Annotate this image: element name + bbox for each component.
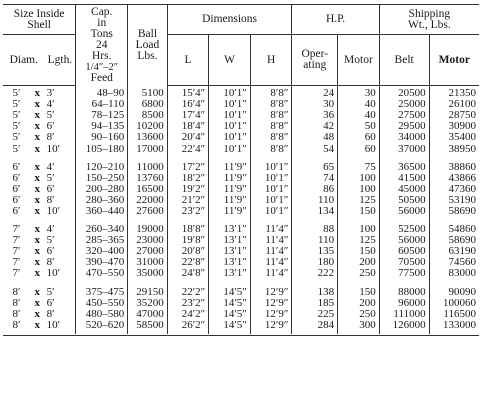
dim-h-cell: 10′1″	[250, 206, 292, 217]
capacity-cell: 94–135	[76, 121, 128, 132]
ship-belt-cell: 45000	[379, 184, 429, 195]
operating-hp-cell: 30	[292, 99, 338, 110]
ball-load-cell: 10200	[128, 121, 167, 132]
motor-hp-cell: 150	[338, 287, 380, 298]
ship-motor-cell: 28750	[429, 110, 479, 121]
capacity-header-line: Cap.	[91, 5, 113, 18]
ball-load-cell: 13760	[128, 173, 167, 184]
length-cell: 10′	[46, 267, 60, 280]
dim-w-cell: 10′1″	[209, 132, 251, 143]
dim-w-cell: 14′5″	[209, 287, 251, 298]
capacity-cell: 375–475	[76, 287, 128, 298]
motor-hp-cell: 50	[338, 121, 380, 132]
times-cell: x	[34, 109, 41, 122]
motor-hp-cell: 250	[338, 268, 380, 279]
ship-motor-cell: 116500	[429, 309, 479, 320]
ship-motor-cell: 38950	[429, 143, 479, 154]
times-cell: x	[34, 182, 41, 195]
table-row	[3, 86, 479, 100]
times-cell: x	[34, 285, 41, 298]
length-cell: 10′	[46, 142, 60, 155]
ship-motor-header: Motor	[429, 35, 479, 86]
length-cell: 5′	[46, 171, 55, 184]
dim-l-cell: 15′4″	[167, 86, 209, 100]
capacity-cell: 90–160	[76, 132, 128, 143]
dim-w-cell: 11′9″	[209, 162, 251, 173]
motor-hp-cell: 200	[338, 257, 380, 268]
capacity-cell: 105–180	[76, 143, 128, 154]
hp-header: H.P.	[292, 5, 379, 35]
ship-motor-cell: 35400	[429, 132, 479, 143]
dim-w-cell: 11′9″	[209, 206, 251, 217]
ship-belt-cell: 34000	[379, 132, 429, 143]
ship-motor-cell: 47360	[429, 184, 479, 195]
dim-h-cell: 8′8″	[250, 99, 292, 110]
ship-motor-cell: 90090	[429, 287, 479, 298]
ball-load-cell: 16500	[128, 184, 167, 195]
operating-hp-cell: 65	[292, 162, 338, 173]
diameter-cell: 6′	[12, 204, 21, 217]
dim-l-cell: 23′2″	[167, 206, 209, 217]
length-cell: 6′	[46, 296, 55, 309]
capacity-cell: 48–90	[76, 86, 128, 100]
length-header: Lgth.	[45, 35, 76, 86]
dim-h-cell: 8′8″	[250, 86, 292, 100]
motor-hp-cell: 250	[338, 309, 380, 320]
ball-mill-spec-table	[3, 4, 479, 334]
dim-h-cell: 8′8″	[250, 121, 292, 132]
motor-hp-cell: 125	[338, 235, 380, 246]
dim-h-cell: 10′1″	[250, 173, 292, 184]
diameter-cell: 5′	[12, 109, 21, 122]
dim-h-cell: 11′4″	[250, 268, 292, 279]
capacity-header-line: Hrs.	[91, 49, 112, 62]
ball-load-cell: 23000	[128, 235, 167, 246]
motor-hp-cell: 300	[338, 320, 380, 334]
dim-l-cell: 18′2″	[167, 173, 209, 184]
length-cell: 4′	[46, 98, 55, 111]
operating-hp-cell: 110	[292, 195, 338, 206]
capacity-cell: 120–210	[76, 162, 128, 173]
diameter-cell: 8′	[12, 285, 21, 298]
diameter-cell: 6′	[12, 193, 21, 206]
dim-l-cell: 26′2″	[167, 320, 209, 334]
operating-hp-header	[292, 35, 338, 86]
ship-motor-cell: 83000	[429, 268, 479, 279]
times-cell: x	[34, 234, 41, 247]
ball-load-cell: 13600	[128, 132, 167, 143]
capacity-cell: 320–400	[76, 246, 128, 257]
motor-hp-cell: 60	[338, 132, 380, 143]
capacity-cell: 520–620	[76, 320, 128, 334]
times-cell: x	[34, 267, 41, 280]
ball-load-cell: 17000	[128, 143, 167, 154]
ball-load-cell: 6800	[128, 99, 167, 110]
ship-belt-cell: 41500	[379, 173, 429, 184]
capacity-cell: 360–440	[76, 206, 128, 217]
dim-w-cell: 10′1″	[209, 121, 251, 132]
capacity-header-line: 1/4″–2″	[85, 61, 119, 73]
ship-belt-cell: 52500	[379, 224, 429, 235]
times-cell: x	[34, 307, 41, 320]
dim-l-cell: 22′4″	[167, 143, 209, 154]
length-cell: 6′	[46, 182, 55, 195]
dim-l-cell: 17′4″	[167, 110, 209, 121]
times-cell: x	[34, 171, 41, 184]
dim-w-cell: 11′9″	[209, 184, 251, 195]
diameter-cell: 6′	[12, 160, 21, 173]
shipping-header-line: Shipping	[408, 7, 451, 20]
length-cell: 10′	[46, 204, 60, 217]
dim-h-cell: 11′4″	[250, 246, 292, 257]
ball-load-cell: 35200	[128, 298, 167, 309]
dim-l-cell: 19′2″	[167, 184, 209, 195]
dim-w-cell: 10′1″	[209, 143, 251, 154]
dim-l-cell: 21′2″	[167, 195, 209, 206]
table-row	[3, 143, 479, 154]
operating-hp-cell: 135	[292, 246, 338, 257]
length-cell: 8′	[46, 307, 55, 320]
ship-motor-cell: 100060	[429, 298, 479, 309]
capacity-cell: 150–250	[76, 173, 128, 184]
ball-load-header	[128, 5, 167, 86]
ball-load-cell: 58500	[128, 320, 167, 334]
capacity-header	[76, 5, 128, 86]
length-cell: 10′	[46, 318, 60, 331]
ship-motor-cell: 58690	[429, 235, 479, 246]
operating-header-line: ating	[303, 59, 327, 71]
ship-motor-cell: 38860	[429, 162, 479, 173]
motor-hp-cell: 125	[338, 195, 380, 206]
dim-l-cell: 22′2″	[167, 287, 209, 298]
capacity-cell: 390–470	[76, 257, 128, 268]
operating-hp-cell: 180	[292, 257, 338, 268]
dim-h-cell: 8′8″	[250, 132, 292, 143]
ship-belt-cell: 96000	[379, 298, 429, 309]
length-cell: 5′	[46, 285, 55, 298]
times-cell: x	[34, 204, 41, 217]
dim-h-cell: 11′4″	[250, 257, 292, 268]
dim-w-cell: 11′9″	[209, 195, 251, 206]
times-cell: x	[34, 318, 41, 331]
capacity-cell: 285–365	[76, 235, 128, 246]
times-cell: x	[34, 142, 41, 155]
table-row	[3, 162, 479, 173]
ball-load-cell: 8500	[128, 110, 167, 121]
ship-belt-cell: 111000	[379, 309, 429, 320]
ship-belt-cell: 56000	[379, 206, 429, 217]
ball-load-header-line: Ball	[137, 27, 158, 40]
ball-load-header-line: Load	[135, 38, 160, 51]
ship-motor-cell: 53190	[429, 195, 479, 206]
dim-w-header: W	[209, 35, 251, 86]
dim-l-cell: 18′8″	[167, 224, 209, 235]
motor-hp-cell: 100	[338, 173, 380, 184]
dim-h-cell: 11′4″	[250, 224, 292, 235]
operating-hp-cell: 110	[292, 235, 338, 246]
ball-load-cell: 5100	[128, 86, 167, 100]
ship-belt-cell: 50500	[379, 195, 429, 206]
table-row	[3, 268, 479, 279]
operating-hp-cell: 42	[292, 121, 338, 132]
ball-load-cell: 31000	[128, 257, 167, 268]
dimensions-header: Dimensions	[167, 5, 292, 35]
ship-motor-cell: 63190	[429, 246, 479, 257]
operating-hp-cell: 24	[292, 86, 338, 100]
ship-belt-cell: 77500	[379, 268, 429, 279]
dim-w-cell: 13′1″	[209, 257, 251, 268]
capacity-header-line: 24	[95, 38, 108, 51]
capacity-header-line: Tons	[90, 27, 113, 40]
diameter-cell: 5′	[12, 142, 21, 155]
dim-l-header: L	[167, 35, 209, 86]
dim-w-cell: 10′1″	[209, 99, 251, 110]
diameter-cell: 6′	[12, 171, 21, 184]
capacity-cell: 78–125	[76, 110, 128, 121]
capacity-header-line: in	[97, 16, 107, 29]
motor-hp-header: Motor	[338, 35, 380, 86]
length-cell: 6′	[46, 120, 55, 133]
ship-motor-cell: 58690	[429, 206, 479, 217]
ball-load-cell: 27000	[128, 246, 167, 257]
capacity-cell: 64–110	[76, 99, 128, 110]
table-row	[3, 287, 479, 298]
dim-h-cell: 10′1″	[250, 184, 292, 195]
dim-w-cell: 13′1″	[209, 268, 251, 279]
times-cell: x	[34, 256, 41, 269]
capacity-cell: 450–550	[76, 298, 128, 309]
ship-belt-cell: 70500	[379, 257, 429, 268]
table-body	[3, 86, 479, 334]
ship-belt-cell: 88000	[379, 287, 429, 298]
dim-w-cell: 14′5″	[209, 298, 251, 309]
length-cell: 3′	[46, 87, 55, 100]
dim-w-cell: 11′9″	[209, 173, 251, 184]
ball-load-cell: 22000	[128, 195, 167, 206]
ship-belt-cell: 56000	[379, 235, 429, 246]
motor-hp-cell: 150	[338, 206, 380, 217]
times-cell: x	[34, 120, 41, 133]
diameter-cell: 5′	[12, 131, 21, 144]
capacity-cell: 470–550	[76, 268, 128, 279]
ship-belt-cell: 36500	[379, 162, 429, 173]
dim-l-cell: 19′8″	[167, 235, 209, 246]
length-cell: 8′	[46, 256, 55, 269]
dim-l-cell: 22′8″	[167, 257, 209, 268]
diameter-cell: 7′	[12, 245, 21, 258]
times-cell: x	[34, 193, 41, 206]
diameter-cell: 7′	[12, 267, 21, 280]
capacity-header-line: Feed	[90, 71, 113, 84]
header-group-row	[3, 5, 479, 35]
diameter-cell: 7′	[12, 256, 21, 269]
diameter-cell: 8′	[12, 296, 21, 309]
length-cell: 5′	[46, 109, 55, 122]
dim-w-cell: 14′5″	[209, 309, 251, 320]
ship-motor-cell: 54860	[429, 224, 479, 235]
table-row	[3, 132, 479, 143]
ship-motor-cell: 26100	[429, 99, 479, 110]
header-sub-row	[3, 35, 479, 86]
ball-load-cell: 47000	[128, 309, 167, 320]
dim-h-cell: 12′9″	[250, 287, 292, 298]
dim-h-cell: 8′8″	[250, 110, 292, 121]
times-cell: x	[34, 98, 41, 111]
operating-hp-cell: 138	[292, 287, 338, 298]
ball-load-cell: 11000	[128, 162, 167, 173]
operating-header-line: Oper-	[301, 48, 329, 60]
ship-belt-cell: 25000	[379, 99, 429, 110]
motor-hp-cell: 60	[338, 143, 380, 154]
dim-l-cell: 20′4″	[167, 132, 209, 143]
diameter-cell: 5′	[12, 98, 21, 111]
table-row	[3, 206, 479, 217]
bottom-rule	[3, 335, 479, 336]
operating-hp-cell: 54	[292, 143, 338, 154]
length-cell: 5′	[46, 234, 55, 247]
ball-load-header-line: Lbs.	[137, 49, 158, 62]
operating-hp-cell: 284	[292, 320, 338, 334]
length-cell: 8′	[46, 193, 55, 206]
ship-motor-cell: 30900	[429, 121, 479, 132]
motor-hp-cell: 100	[338, 224, 380, 235]
motor-hp-cell: 150	[338, 246, 380, 257]
motor-hp-cell: 40	[338, 99, 380, 110]
ship-motor-cell: 74560	[429, 257, 479, 268]
dim-l-cell: 24′2″	[167, 309, 209, 320]
shipping-weight-header	[379, 5, 479, 35]
ship-belt-cell: 29500	[379, 121, 429, 132]
capacity-cell: 260–340	[76, 224, 128, 235]
dim-w-cell: 14′5″	[209, 320, 251, 334]
diameter-cell: 5′	[12, 120, 21, 133]
size-inside-shell-header: Size Inside Shell	[3, 5, 76, 35]
capacity-cell: 200–280	[76, 184, 128, 195]
ball-load-cell: 35000	[128, 268, 167, 279]
dim-h-header: H	[250, 35, 292, 86]
diameter-cell: 7′	[12, 234, 21, 247]
dim-w-cell: 10′1″	[209, 86, 251, 100]
dim-l-cell: 18′4″	[167, 121, 209, 132]
operating-hp-cell: 74	[292, 173, 338, 184]
ship-belt-cell: 126000	[379, 320, 429, 334]
ship-motor-cell: 21350	[429, 86, 479, 100]
table-row	[3, 320, 479, 334]
dim-h-cell: 10′1″	[250, 162, 292, 173]
operating-hp-cell: 222	[292, 268, 338, 279]
diam-header: Diam.	[3, 35, 45, 86]
dim-h-cell: 12′9″	[250, 309, 292, 320]
dim-l-cell: 16′4″	[167, 99, 209, 110]
motor-hp-cell: 30	[338, 86, 380, 100]
length-cell: 6′	[46, 245, 55, 258]
ball-load-cell: 29150	[128, 287, 167, 298]
operating-hp-cell: 48	[292, 132, 338, 143]
ship-belt-cell: 60500	[379, 246, 429, 257]
diameter-cell: 7′	[12, 223, 21, 236]
motor-hp-cell: 200	[338, 298, 380, 309]
times-cell: x	[34, 131, 41, 144]
dim-h-cell: 12′9″	[250, 298, 292, 309]
dim-w-cell: 10′1″	[209, 110, 251, 121]
operating-hp-cell: 185	[292, 298, 338, 309]
operating-hp-cell: 88	[292, 224, 338, 235]
diameter-cell: 5′	[12, 87, 21, 100]
ship-motor-cell: 43866	[429, 173, 479, 184]
dim-w-cell: 13′1″	[209, 246, 251, 257]
dim-l-cell: 20′8″	[167, 246, 209, 257]
ship-belt-header: Belt	[379, 35, 429, 86]
dim-w-cell: 13′1″	[209, 224, 251, 235]
motor-hp-cell: 75	[338, 162, 380, 173]
diameter-cell: 8′	[12, 307, 21, 320]
capacity-cell: 280–360	[76, 195, 128, 206]
times-cell: x	[34, 296, 41, 309]
length-cell: 4′	[46, 223, 55, 236]
dim-h-cell: 8′8″	[250, 143, 292, 154]
motor-hp-cell: 40	[338, 110, 380, 121]
times-cell: x	[34, 223, 41, 236]
diameter-cell: 8′	[12, 318, 21, 331]
ship-belt-cell: 37000	[379, 143, 429, 154]
times-cell: x	[34, 160, 41, 173]
dim-l-cell: 24′8″	[167, 268, 209, 279]
operating-hp-cell: 225	[292, 309, 338, 320]
dim-h-cell: 11′4″	[250, 235, 292, 246]
motor-hp-cell: 100	[338, 184, 380, 195]
times-cell: x	[34, 87, 41, 100]
operating-hp-cell: 134	[292, 206, 338, 217]
ship-motor-cell: 133000	[429, 320, 479, 334]
operating-hp-cell: 36	[292, 110, 338, 121]
dim-h-cell: 12′9″	[250, 320, 292, 334]
dim-l-cell: 17′2″	[167, 162, 209, 173]
ship-belt-cell: 27500	[379, 110, 429, 121]
ball-load-cell: 19000	[128, 224, 167, 235]
times-cell: x	[34, 245, 41, 258]
diameter-cell: 6′	[12, 182, 21, 195]
dim-w-cell: 13′1″	[209, 235, 251, 246]
ball-load-cell: 27600	[128, 206, 167, 217]
operating-hp-cell: 86	[292, 184, 338, 195]
ship-belt-cell: 20500	[379, 86, 429, 100]
length-cell: 8′	[46, 131, 55, 144]
dim-l-cell: 23′2″	[167, 298, 209, 309]
length-cell: 4′	[46, 160, 55, 173]
dim-h-cell: 10′1″	[250, 195, 292, 206]
shipping-header-line: Wt., Lbs.	[407, 18, 451, 31]
capacity-cell: 480–580	[76, 309, 128, 320]
